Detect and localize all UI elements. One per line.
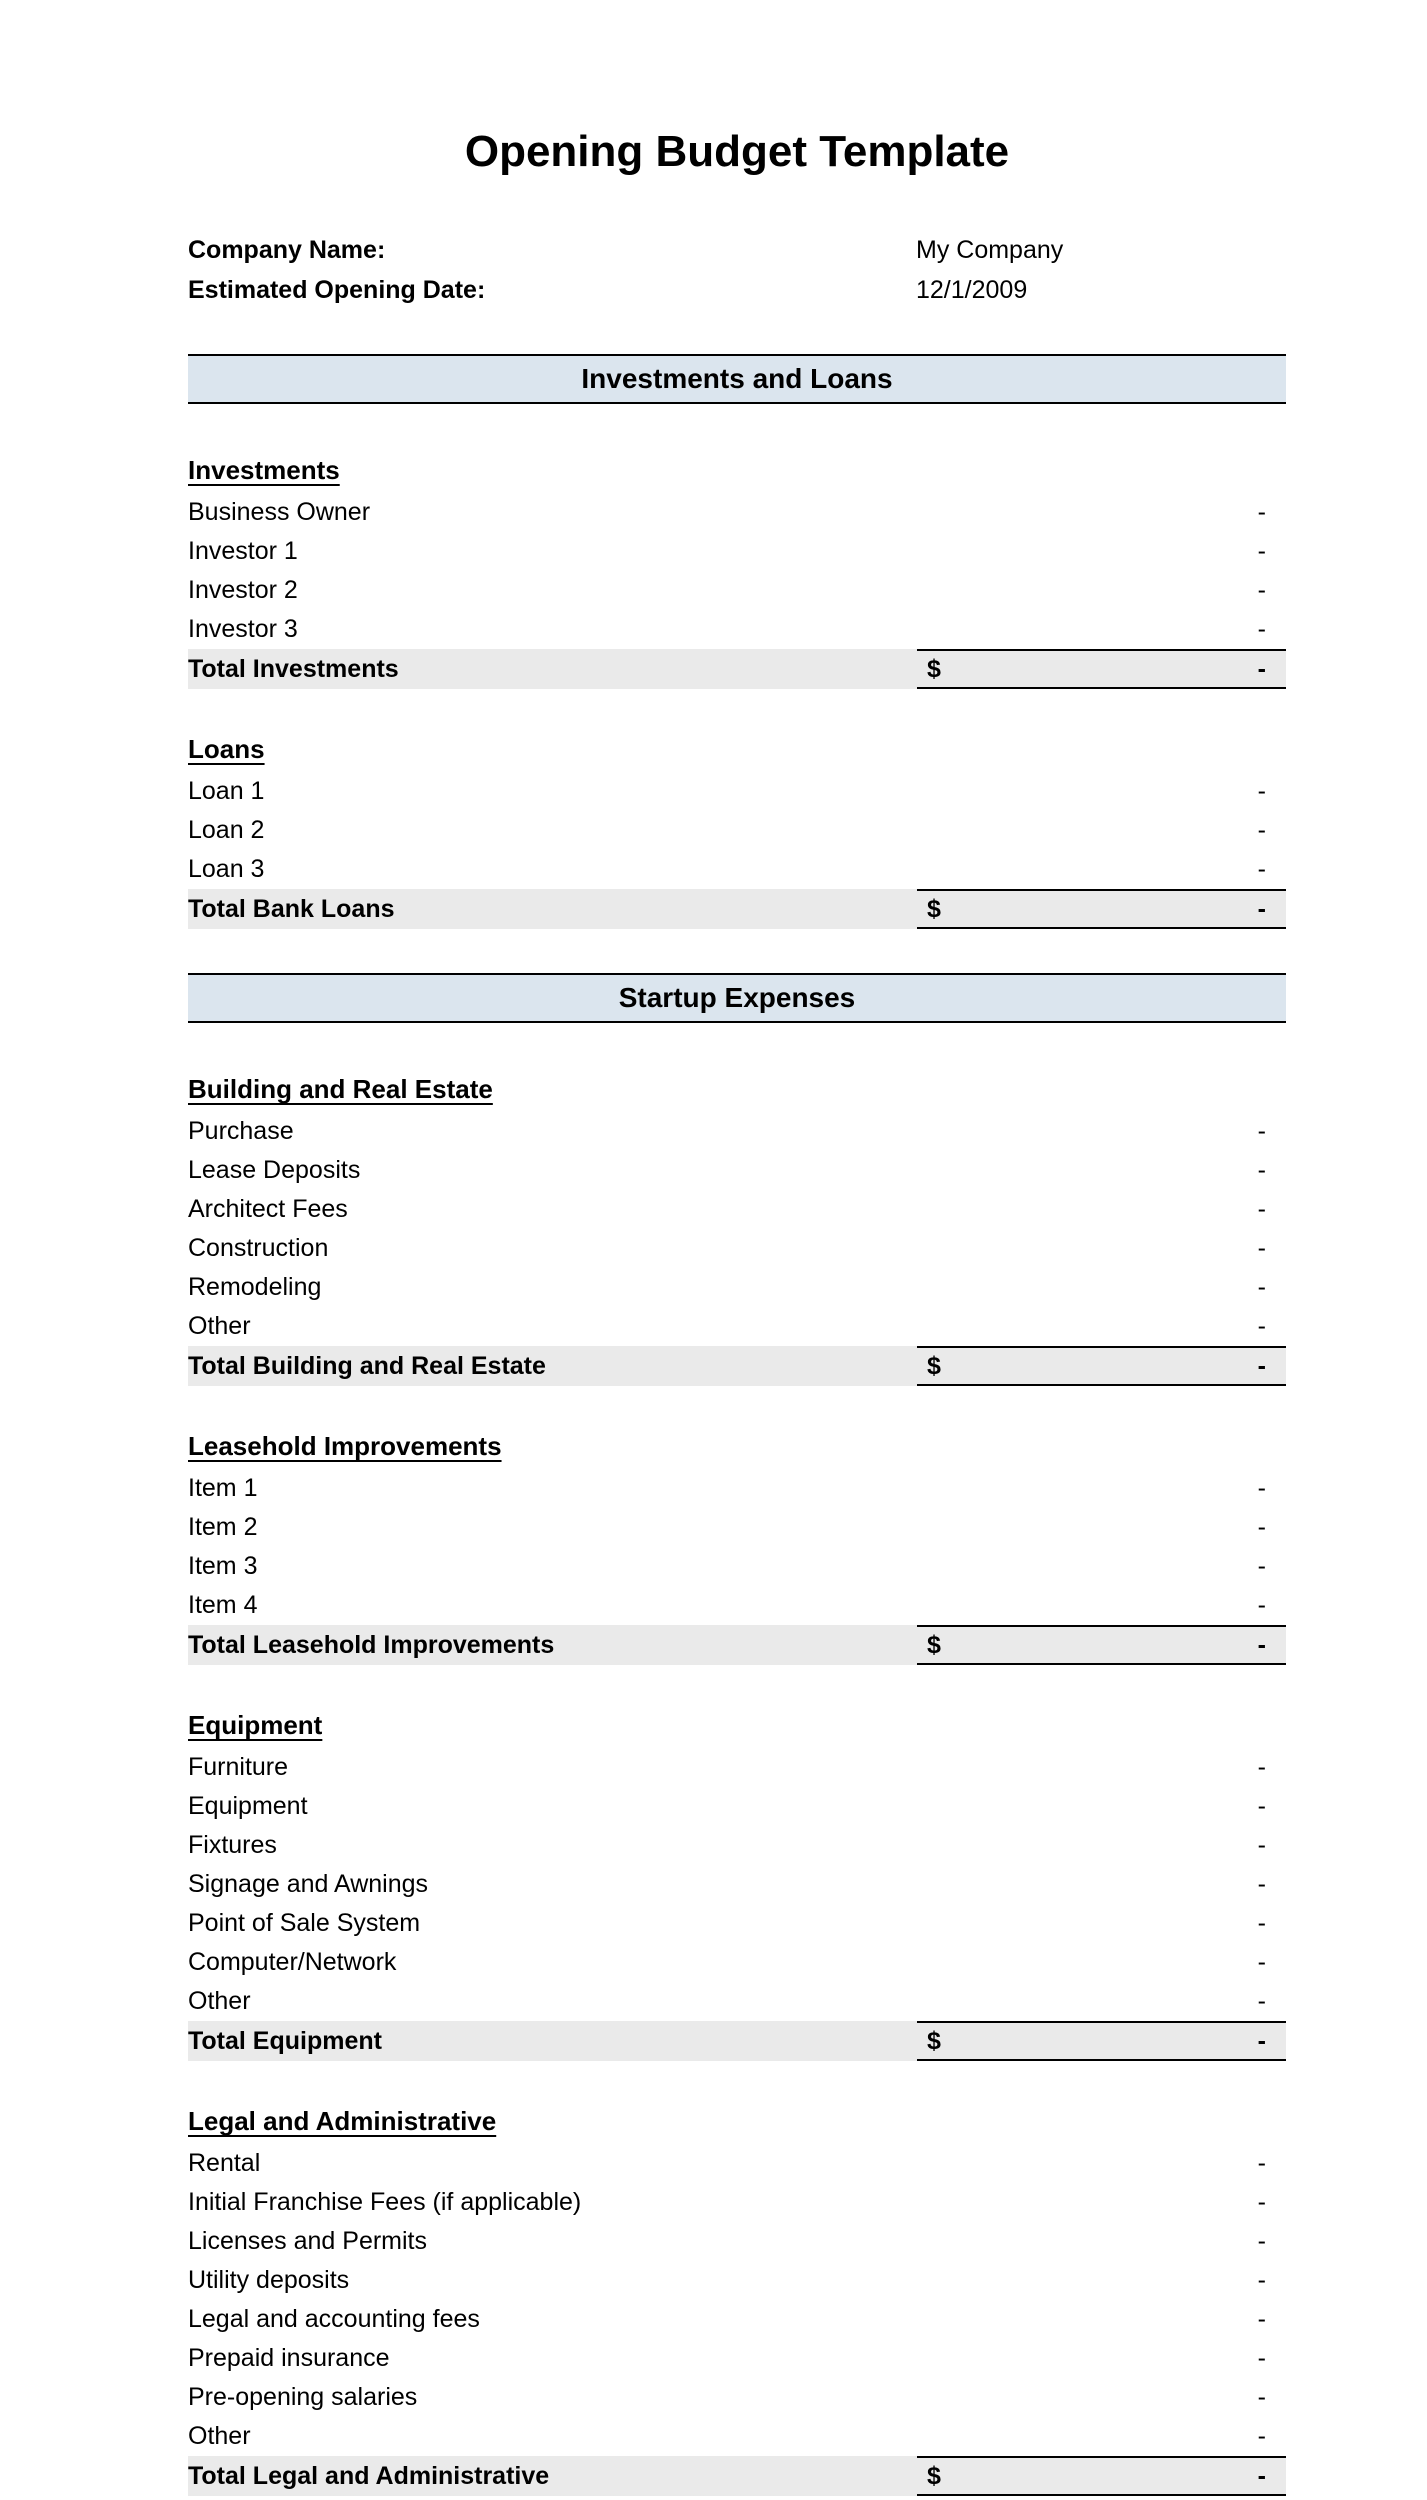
document-meta xyxy=(188,230,1286,310)
line-item-row xyxy=(188,1982,1286,2021)
line-item-label: Computer/Network xyxy=(188,1948,397,1977)
line-item-value: - xyxy=(1257,1312,1266,1341)
line-item-amount-cell xyxy=(917,2149,1286,2178)
line-item-label: Loan 1 xyxy=(188,777,265,806)
line-item-label: Signage and Awnings xyxy=(188,1870,429,1899)
line-item-label: Pre-opening salaries xyxy=(188,2383,418,2412)
total-value: - xyxy=(1257,894,1266,923)
line-item-row xyxy=(188,1112,1286,1151)
group-title: Building and Real Estate xyxy=(188,1074,493,1105)
line-item-label: Initial Franchise Fees (if applicable) xyxy=(188,2188,582,2217)
line-item-label: Item 3 xyxy=(188,1552,258,1581)
opening-date-value: 12/1/2009 xyxy=(916,275,1028,304)
line-item-value: - xyxy=(1257,1273,1266,1302)
line-item-row xyxy=(188,1787,1286,1826)
line-item-amount-cell xyxy=(917,537,1286,566)
line-item-value: - xyxy=(1257,2266,1266,2295)
total-amount-cell xyxy=(917,649,1286,689)
line-item-value: - xyxy=(1257,1948,1266,1977)
line-item-row xyxy=(188,493,1286,532)
line-item-amount-cell xyxy=(917,1792,1286,1821)
total-row xyxy=(188,649,1286,689)
line-item-label: Other xyxy=(188,2422,251,2451)
line-item-row xyxy=(188,772,1286,811)
currency-symbol: $ xyxy=(927,2026,941,2055)
line-item-row xyxy=(188,2222,1286,2261)
line-item-amount-cell xyxy=(917,1195,1286,1224)
line-item-amount-cell xyxy=(917,2383,1286,2412)
line-item-row xyxy=(188,2300,1286,2339)
line-item-label: Other xyxy=(188,1987,251,2016)
currency-symbol: $ xyxy=(927,1351,941,1380)
line-item-amount-cell xyxy=(917,2344,1286,2373)
total-value: - xyxy=(1257,654,1266,683)
line-item-row xyxy=(188,2261,1286,2300)
section-header: Startup Expenses xyxy=(188,973,1286,1023)
line-item-value: - xyxy=(1257,2383,1266,2412)
line-item-amount-cell xyxy=(917,1156,1286,1185)
line-item-label: Point of Sale System xyxy=(188,1909,421,1938)
line-item-amount-cell xyxy=(917,855,1286,884)
currency-symbol: $ xyxy=(927,1630,941,1659)
line-item-row xyxy=(188,610,1286,649)
budget-section xyxy=(188,973,1286,2496)
line-item-value: - xyxy=(1257,1909,1266,1938)
line-item-label: Licenses and Permits xyxy=(188,2227,428,2256)
line-item-label: Item 2 xyxy=(188,1513,258,1542)
currency-symbol: $ xyxy=(927,894,941,923)
budget-group xyxy=(188,727,1286,929)
line-item-row xyxy=(188,2378,1286,2417)
group-title: Leasehold Improvements xyxy=(188,1431,502,1462)
line-item-amount-cell xyxy=(917,1591,1286,1620)
line-item-amount-cell xyxy=(917,1474,1286,1503)
budget-group xyxy=(188,1703,1286,2061)
line-item-value: - xyxy=(1257,1513,1266,1542)
line-item-row xyxy=(188,1307,1286,1346)
line-item-value: - xyxy=(1257,537,1266,566)
line-item-value: - xyxy=(1257,1831,1266,1860)
line-item-row xyxy=(188,1748,1286,1787)
line-item-row xyxy=(188,1586,1286,1625)
line-item-amount-cell xyxy=(917,615,1286,644)
line-item-amount-cell xyxy=(917,1948,1286,1977)
total-label: Total Leasehold Improvements xyxy=(188,1630,555,1659)
line-item-label: Utility deposits xyxy=(188,2266,350,2295)
line-item-label: Construction xyxy=(188,1234,329,1263)
budget-group xyxy=(188,2099,1286,2496)
line-item-amount-cell xyxy=(917,2305,1286,2334)
line-item-label: Investor 1 xyxy=(188,537,298,566)
line-item-value: - xyxy=(1257,1552,1266,1581)
total-label: Total Legal and Administrative xyxy=(188,2461,550,2490)
line-item-value: - xyxy=(1257,777,1266,806)
section-header: Investments and Loans xyxy=(188,354,1286,404)
total-value: - xyxy=(1257,2461,1266,2490)
line-item-row xyxy=(188,1904,1286,1943)
total-label: Total Bank Loans xyxy=(188,894,395,923)
line-item-amount-cell xyxy=(917,2266,1286,2295)
line-item-label: Lease Deposits xyxy=(188,1156,361,1185)
line-item-label: Furniture xyxy=(188,1753,289,1782)
line-item-value: - xyxy=(1257,855,1266,884)
total-row xyxy=(188,1346,1286,1386)
line-item-row xyxy=(188,1943,1286,1982)
line-item-amount-cell xyxy=(917,2422,1286,2451)
line-item-amount-cell xyxy=(917,1831,1286,1860)
line-item-label: Legal and accounting fees xyxy=(188,2305,480,2334)
line-item-label: Remodeling xyxy=(188,1273,322,1302)
line-item-amount-cell xyxy=(917,498,1286,527)
line-item-amount-cell xyxy=(917,1312,1286,1341)
line-item-label: Other xyxy=(188,1312,251,1341)
line-item-value: - xyxy=(1257,2227,1266,2256)
total-row xyxy=(188,889,1286,929)
line-item-label: Purchase xyxy=(188,1117,294,1146)
group-rows xyxy=(188,772,1286,889)
budget-section xyxy=(188,354,1286,929)
group-rows xyxy=(188,1748,1286,2021)
line-item-amount-cell xyxy=(917,576,1286,605)
section-groups xyxy=(188,404,1286,929)
line-item-amount-cell xyxy=(917,1909,1286,1938)
line-item-value: - xyxy=(1257,1987,1266,2016)
currency-symbol: $ xyxy=(927,2461,941,2490)
line-item-value: - xyxy=(1257,1753,1266,1782)
opening-date-row xyxy=(188,270,1286,310)
line-item-label: Item 4 xyxy=(188,1591,258,1620)
line-item-value: - xyxy=(1257,2344,1266,2373)
total-label: Total Equipment xyxy=(188,2026,382,2055)
line-item-row xyxy=(188,2183,1286,2222)
line-item-value: - xyxy=(1257,2305,1266,2334)
line-item-amount-cell xyxy=(917,1552,1286,1581)
line-item-row xyxy=(188,1229,1286,1268)
budget-group xyxy=(188,1424,1286,1665)
opening-date-label: Estimated Opening Date: xyxy=(188,275,486,304)
line-item-amount-cell xyxy=(917,2188,1286,2217)
line-item-amount-cell xyxy=(917,1987,1286,2016)
total-label: Total Investments xyxy=(188,654,399,683)
line-item-value: - xyxy=(1257,1474,1266,1503)
line-item-value: - xyxy=(1257,1117,1266,1146)
line-item-row xyxy=(188,1469,1286,1508)
line-item-amount-cell xyxy=(917,1234,1286,1263)
line-item-label: Fixtures xyxy=(188,1831,277,1860)
line-item-row xyxy=(188,532,1286,571)
company-name-label: Company Name: xyxy=(188,235,386,264)
line-item-row xyxy=(188,1268,1286,1307)
line-item-value: - xyxy=(1257,1870,1266,1899)
budget-group xyxy=(188,448,1286,689)
total-row xyxy=(188,1625,1286,1665)
line-item-amount-cell xyxy=(917,2227,1286,2256)
line-item-row xyxy=(188,2339,1286,2378)
line-item-row xyxy=(188,571,1286,610)
line-item-value: - xyxy=(1257,816,1266,845)
company-name-row xyxy=(188,230,1286,270)
total-amount-cell xyxy=(917,2021,1286,2061)
line-item-label: Rental xyxy=(188,2149,261,2178)
line-item-row xyxy=(188,1826,1286,1865)
line-item-label: Equipment xyxy=(188,1792,308,1821)
line-item-amount-cell xyxy=(917,816,1286,845)
group-title: Equipment xyxy=(188,1710,323,1741)
line-item-label: Item 1 xyxy=(188,1474,258,1503)
group-rows xyxy=(188,1469,1286,1625)
total-value: - xyxy=(1257,1630,1266,1659)
line-item-label: Loan 2 xyxy=(188,816,265,845)
total-row xyxy=(188,2021,1286,2061)
line-item-label: Loan 3 xyxy=(188,855,265,884)
line-item-row xyxy=(188,850,1286,889)
line-item-label: Business Owner xyxy=(188,498,371,527)
total-value: - xyxy=(1257,1351,1266,1380)
total-amount-cell xyxy=(917,1346,1286,1386)
line-item-value: - xyxy=(1257,1792,1266,1821)
total-amount-cell xyxy=(917,2456,1286,2496)
total-label: Total Building and Real Estate xyxy=(188,1351,546,1380)
line-item-row xyxy=(188,1547,1286,1586)
line-item-amount-cell xyxy=(917,1753,1286,1782)
page-title: Opening Budget Template xyxy=(464,127,1010,177)
line-item-amount-cell xyxy=(917,1513,1286,1542)
line-item-value: - xyxy=(1257,615,1266,644)
line-item-value: - xyxy=(1257,1195,1266,1224)
line-item-row xyxy=(188,1151,1286,1190)
line-item-value: - xyxy=(1257,2422,1266,2451)
line-item-row xyxy=(188,2144,1286,2183)
company-name-value: My Company xyxy=(916,235,1064,264)
currency-symbol: $ xyxy=(927,654,941,683)
line-item-value: - xyxy=(1257,1234,1266,1263)
line-item-value: - xyxy=(1257,1591,1266,1620)
line-item-value: - xyxy=(1257,2188,1266,2217)
budget-group xyxy=(188,1067,1286,1386)
line-item-value: - xyxy=(1257,498,1266,527)
group-rows xyxy=(188,493,1286,649)
total-amount-cell xyxy=(917,1625,1286,1665)
total-row xyxy=(188,2456,1286,2496)
total-value: - xyxy=(1257,2026,1266,2055)
line-item-amount-cell xyxy=(917,1273,1286,1302)
total-amount-cell xyxy=(917,889,1286,929)
group-rows xyxy=(188,2144,1286,2456)
line-item-row xyxy=(188,1190,1286,1229)
line-item-value: - xyxy=(1257,2149,1266,2178)
line-item-amount-cell xyxy=(917,1870,1286,1899)
group-title: Legal and Administrative xyxy=(188,2106,497,2137)
line-item-label: Investor 2 xyxy=(188,576,298,605)
group-rows xyxy=(188,1112,1286,1346)
line-item-label: Architect Fees xyxy=(188,1195,348,1224)
line-item-row xyxy=(188,2417,1286,2456)
line-item-row xyxy=(188,1508,1286,1547)
sections-container xyxy=(188,354,1286,2496)
section-groups xyxy=(188,1023,1286,2496)
line-item-value: - xyxy=(1257,1156,1266,1185)
line-item-value: - xyxy=(1257,576,1266,605)
line-item-amount-cell xyxy=(917,1117,1286,1146)
line-item-label: Investor 3 xyxy=(188,615,298,644)
line-item-label: Prepaid insurance xyxy=(188,2344,390,2373)
group-title: Loans xyxy=(188,734,265,765)
line-item-row xyxy=(188,811,1286,850)
line-item-row xyxy=(188,1865,1286,1904)
line-item-amount-cell xyxy=(917,777,1286,806)
group-title: Investments xyxy=(188,455,340,486)
